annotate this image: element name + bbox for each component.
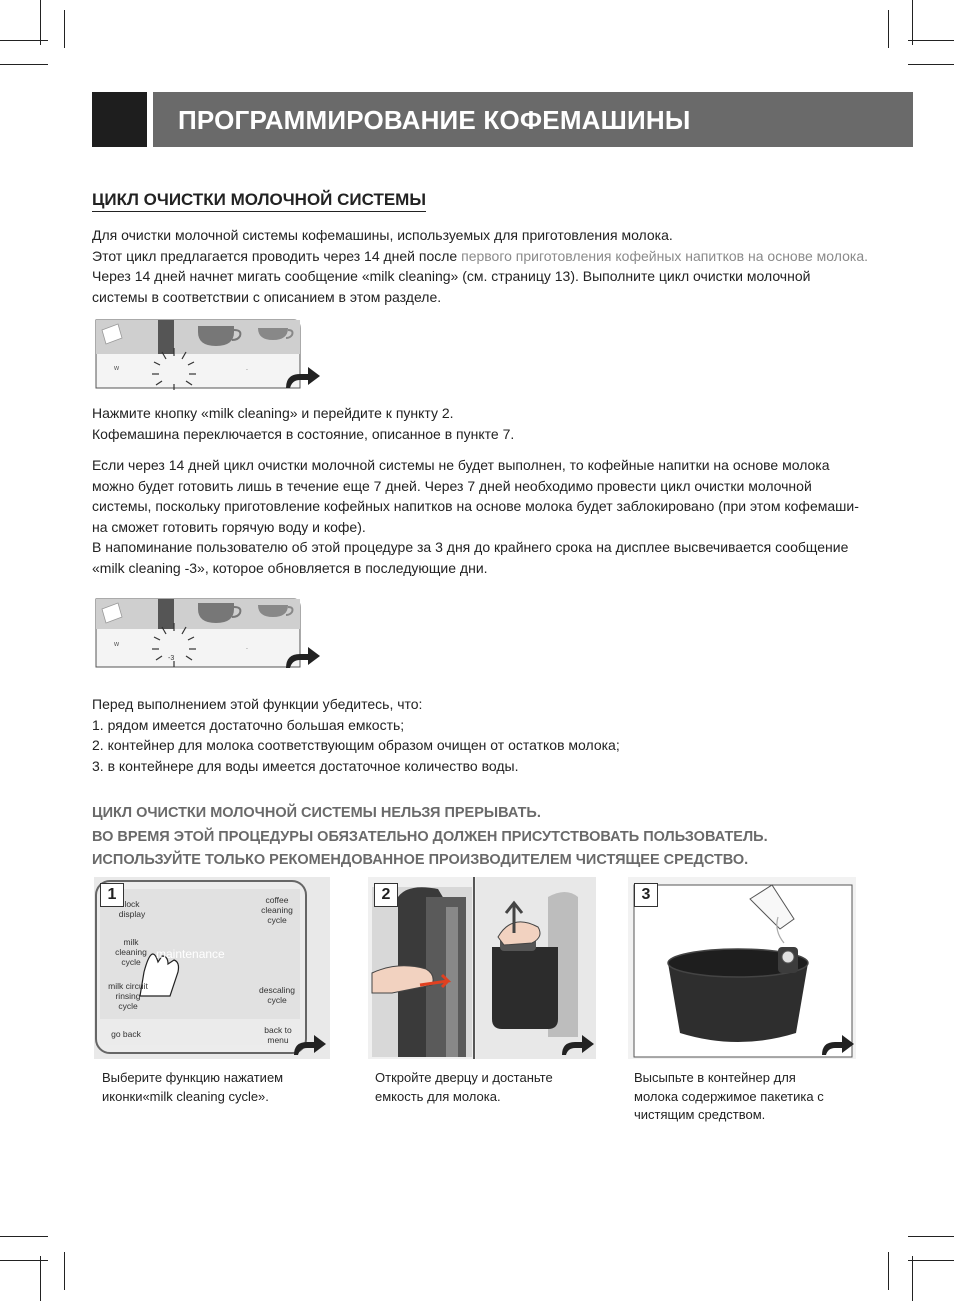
checklist-item: 1. рядом имеется достаточно большая емкость; — [92, 716, 405, 733]
crop-mark — [908, 1260, 954, 1261]
step-3-illustration — [628, 877, 856, 1059]
crop-mark — [0, 64, 48, 65]
machine-door-drawing — [368, 877, 596, 1059]
notice-line: Если через 14 дней цикл очистки молочной системы не будет выполнен, то кофейные напитки на основе молока — [92, 457, 830, 473]
crop-mark — [908, 40, 954, 41]
lock-display-label: lock display — [118, 899, 146, 919]
warning-block — [92, 802, 768, 873]
caption-line: молока содержимое пакетика с — [634, 1088, 824, 1104]
crop-mark — [0, 40, 48, 41]
step-number-badge: 2 — [374, 883, 398, 907]
milk-cleaning-label: milk cleaning cycle — [115, 937, 147, 967]
crop-mark — [64, 1252, 65, 1290]
notice-line: В напоминание пользователю об этой процедуре за 3 дня до крайнего срока на дисплее высвечивается сообщение — [92, 539, 849, 555]
milk-container-drawing — [628, 877, 856, 1059]
intro-line: Через 14 дней начнет мигать сообщение «milk cleaning» (см. страницу 13). Выполните цикл очистки молочной — [92, 268, 811, 284]
page-title: ПРОГРАММИРОВАНИЕ КОФЕМАШИНЫ — [178, 105, 691, 135]
step-1-illustration — [94, 877, 330, 1059]
crop-mark — [908, 1236, 954, 1237]
crop-mark — [40, 1256, 41, 1301]
caption-line: Откройте дверцу и достаньте — [375, 1070, 553, 1085]
intro-line — [92, 246, 868, 267]
notice-line: на сможет готовить горячую воду и кофе). — [92, 518, 366, 535]
step-2-illustration — [368, 877, 596, 1059]
caption-line: чистящим средством. — [634, 1107, 766, 1122]
caption-line: емкость для молока. — [375, 1088, 501, 1104]
checklist-item: 2. контейнер для молока соответствующим образом очищен от остатков молока; — [92, 737, 620, 753]
crop-mark — [888, 1252, 889, 1290]
notice-line: можно будет готовить лишь в течение еще 7 дней. Через 7 дней необходимо провести цикл очистки молочной — [92, 477, 812, 494]
header-block — [92, 92, 147, 147]
next-arrow-icon — [284, 364, 322, 390]
instruction-line: Кофемашина переключается в состояние, описанное в пункте 7. — [92, 425, 515, 442]
panel1-instructions — [92, 403, 514, 444]
intro-grey-text: первого приготовления кофейных напитков на основе молока. — [461, 247, 868, 264]
caption-line: иконки«milk cleaning cycle». — [102, 1088, 269, 1104]
step-3-caption — [634, 1069, 824, 1125]
crop-mark — [0, 1260, 48, 1261]
crop-mark — [908, 64, 954, 65]
warning-line: ИСПОЛЬЗУЙТЕ ТОЛЬКО РЕКОМЕНДОВАННОЕ ПРОИЗВОДИТЕЛЕМ ЧИСТЯЩЕЕ СРЕДСТВО. — [92, 852, 749, 868]
next-arrow-icon — [820, 1033, 856, 1057]
caption-line: Высыпьте в контейнер для — [634, 1070, 796, 1085]
caption-line: Выберите функцию нажатием — [102, 1070, 284, 1085]
next-arrow-icon — [292, 1033, 328, 1057]
next-arrow-icon — [560, 1033, 596, 1057]
step-2-caption — [375, 1069, 553, 1106]
section-title: ЦИКЛ ОЧИСТКИ МОЛОЧНОЙ СИСТЕМЫ — [92, 190, 426, 212]
checklist-item: 3. в контейнере для воды имеется достаточное количество воды. — [92, 757, 519, 774]
notice-paragraph — [92, 455, 859, 578]
back-to-menu-label: back to menu — [264, 1025, 292, 1045]
intro-line: системы в соответствии с описанием в этом разделе. — [92, 288, 442, 305]
panel-dot-label: . — [246, 365, 248, 372]
crop-mark — [912, 0, 913, 45]
milk-circuit-rinsing-label: milk circuit rinsing cycle — [108, 981, 148, 1011]
intro-text: Этот цикл предлагается проводить через 14 дней после — [92, 247, 462, 264]
crop-mark — [64, 10, 65, 48]
warning-line: ВО ВРЕМЯ ЭТОЙ ПРОЦЕДУРЫ ОБЯЗАТЕЛЬНО ДОЛЖЕН ПРИСУТСТВОВАТЬ ПОЛЬЗОВАТЕЛЬ. — [92, 828, 768, 845]
crop-mark — [888, 10, 889, 48]
coffee-cleaning-label: coffee cleaning cycle — [261, 895, 293, 925]
panel-counter-label: -3 — [168, 655, 175, 662]
panel-dot-label: . — [246, 644, 248, 651]
crop-mark — [912, 1256, 913, 1301]
panel-w-label: w — [114, 365, 120, 372]
header-bar — [153, 92, 913, 147]
notice-line: системы, поскольку приготовление кофейных напитков на основе молока будет заблокировано (при этом кофемаши- — [92, 498, 859, 514]
maintenance-label: maintenance — [156, 947, 225, 961]
step-number-badge: 3 — [634, 883, 658, 907]
checklist-intro: Перед выполнением этой функции убедитесь, что: — [92, 696, 423, 712]
crop-mark — [0, 1236, 48, 1237]
step-number-badge: 1 — [100, 883, 124, 907]
crop-mark — [40, 0, 41, 45]
warning-line: ЦИКЛ ОЧИСТКИ МОЛОЧНОЙ СИСТЕМЫ НЕЛЬЗЯ ПРЕРЫВАТЬ. — [92, 805, 541, 821]
descaling-label: descaling cycle — [259, 985, 295, 1005]
intro-paragraph — [92, 225, 868, 307]
go-back-label: go back — [111, 1029, 141, 1039]
instruction-line: Нажмите кнопку «milk cleaning» и перейдите к пункту 2. — [92, 405, 454, 421]
panel-w-label: w — [114, 641, 120, 648]
intro-line: Для очистки молочной системы кофемашины, используемых для приготовления молока. — [92, 227, 673, 243]
notice-line: «milk cleaning -3», которое обновляется в последующие дни. — [92, 559, 488, 576]
checklist — [92, 694, 620, 776]
step-1-caption — [102, 1069, 283, 1106]
next-arrow-icon — [284, 644, 322, 670]
